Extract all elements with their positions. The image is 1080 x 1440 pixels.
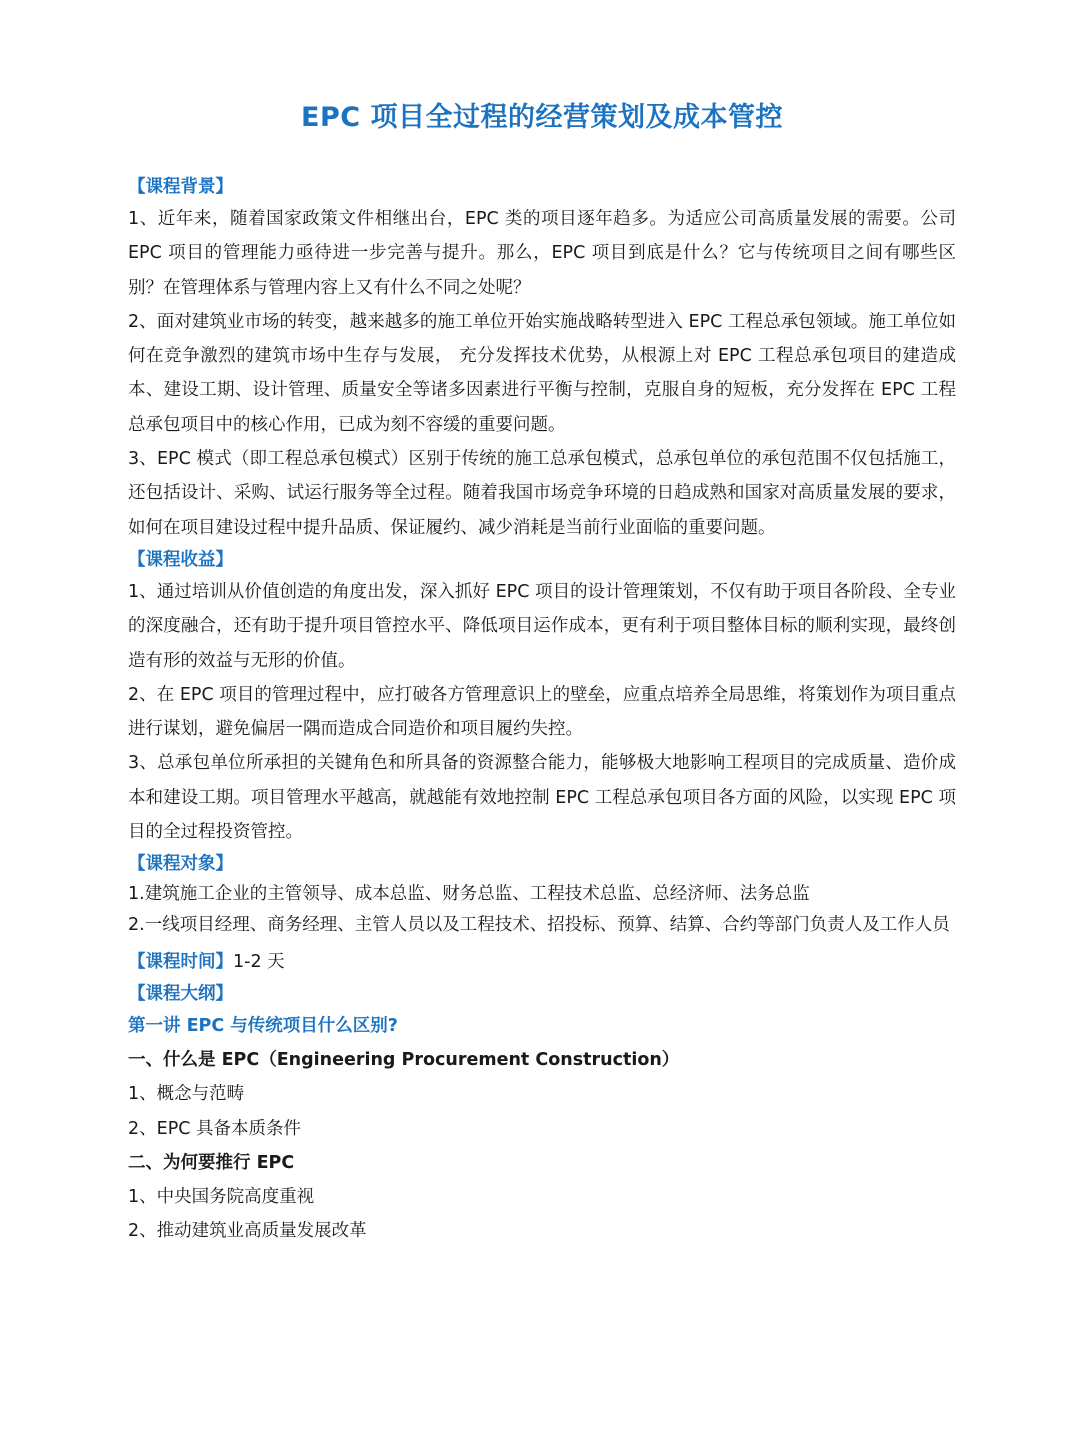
outline-lecture-title: 第一讲 EPC 与传统项目什么区别?: [128, 1016, 398, 1037]
duration-line: [128, 945, 956, 979]
benefits-paragraph-2: 2、在 EPC 项目的管理过程中，应打破各方管理意识上的壁垒，应重点培养全局思维，将策划作为项目重点进行谋划，避免偏居一隅而造成合同造价和项目履约失控。: [128, 684, 956, 740]
background-heading: 【课程背景】: [128, 177, 233, 197]
background-paragraph-3: 3、EPC 模式（即工程总承包模式）区别于传统的施工总承包模式，总承包单位的承包范围不仅包括施工，还包括设计、采购、试运行服务等全过程。随着我国市场竞争环境的日趋成熟和国家对高质量发展的要求，如何在项目建设过程中提升品质、保证履约、减少消耗是当前行业面临的重要问题。: [128, 449, 956, 538]
outline-heading: 【课程大纲】: [128, 984, 233, 1005]
outline-section-2-item-2: 2、推动建筑业高质量发展改革: [128, 1221, 367, 1242]
audience-item-1: 1.建筑施工企业的主管领导、成本总监、财务总监、工程技术总监、总经济师、法务总监: [128, 884, 810, 905]
outline-section-2-item-1: 1、中央国务院高度重视: [128, 1186, 315, 1207]
duration-value: 1-2 天: [233, 952, 285, 973]
document-title: EPC 项目全过程的经营策划及成本管控: [301, 102, 783, 133]
background-paragraph-2: 2、面对建筑业市场的转变，越来越多的施工单位开始实施战略转型进入 EPC 工程总承包领域。施工单位如何在竞争激烈的建筑市场中生存与发展， 充分发挥技术优势，从根源上对 EPC 工程总承包项目的建造成本、建设工期、设计管理、质量安全等诸多因素进行平衡与控制，克服自身的短板，充分发挥在 EPC 工程总承包项目中的核心作用，已成为刻不容缓的重要问题。: [128, 311, 956, 435]
background-paragraph-1: 1、近年来，随着国家政策文件相继出台，EPC 类的项目逐年趋多。为适应公司高质量发展的需要。公司 EPC 项目的管理能力亟待进一步完善与提升。那么，EPC 项目到底是什么？它与传统项目之间有哪些区别？在管理体系与管理内容上又有什么不同之处呢？: [128, 209, 956, 298]
audience-heading: 【课程对象】: [128, 854, 233, 875]
benefits-paragraph-3: 3、总承包单位所承担的关键角色和所具备的资源整合能力，能够极大地影响工程项目的完成质量、造价成本和建设工期。项目管理水平越高，就越能有效地控制 EPC 工程总承包项目各方面的风险，以实现 EPC 项目的全过程投资管控。: [128, 753, 956, 843]
audience-item-2: 2.一线项目经理、商务经理、主管人员以及工程技术、招投标、预算、结算、合约等部门负责人及工作人员: [128, 915, 950, 936]
outline-section-1-item-2: 2、EPC 具备本质条件: [128, 1118, 302, 1139]
outline-section-1-item-1: 1、概念与范畴: [128, 1084, 245, 1105]
outline-section-2-title: 二、为何要推行 EPC: [128, 1152, 295, 1173]
outline-section-1-title: 一、什么是 EPC（Engineering Procurement Construction）: [128, 1050, 680, 1071]
document-content: [128, 172, 956, 1249]
benefits-paragraph-1: 1、通过培训从价值创造的角度出发，深入抓好 EPC 项目的设计管理策划，不仅有助于项目各阶段、全专业的深度融合，还有助于提升项目管控水平、降低项目运作成本，更有利于项目整体目标的顺利实现，最终创造有形的效益与无形的价值。: [128, 581, 956, 671]
benefits-heading: 【课程收益】: [128, 549, 233, 570]
duration-heading: 【课程时间】: [128, 952, 233, 973]
